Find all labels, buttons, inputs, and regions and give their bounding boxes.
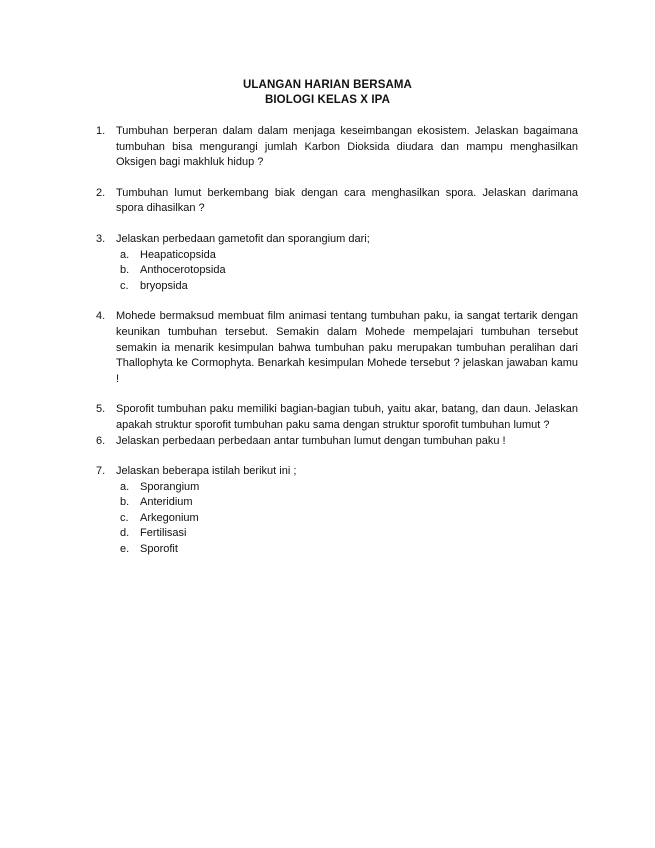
sub-item-text: Anthocerotopsida [140,264,226,277]
question-list [96,124,578,573]
question-5 [96,402,578,433]
sub-item-letter: a. [120,248,130,261]
sub-item [116,248,578,264]
question-7 [96,464,578,558]
sub-item [116,480,578,496]
question-text: Tumbuhan lumut berkembang biak dengan cara menghasilkan spora. Jelaskan darimana spora dihasilkan ? [116,186,578,215]
question-number: 7. [96,465,106,478]
question-number: 2. [96,186,106,199]
sub-item-letter: c. [120,511,129,524]
question-text: Jelaskan beberapa istilah berikut ini ; [116,465,297,478]
sub-item [116,526,578,542]
question-number: 1. [96,125,106,137]
question-text: Tumbuhan berperan dalam dalam menjaga keseimbangan ekosistem. Jelaskan bagaimana tumbuhan bisa mengurangi jumlah Karbon Dioksida diudara dan mampu menghasilkan Oksigen bagi makhluk hidup ? [116,125,578,169]
sub-item [116,511,578,527]
question-number: 6. [96,434,106,447]
question-3 [96,232,578,294]
question-6 [96,434,578,450]
sub-item-letter: c. [120,279,129,292]
sub-item-text: Heapaticopsida [140,248,216,261]
question-1 [96,124,578,171]
sub-item [116,279,578,295]
question-2 [96,186,578,217]
sub-item [116,263,578,279]
sub-item-letter: a. [120,480,130,493]
sub-item-text: bryopsida [140,279,188,292]
sub-item-text: Fertilisasi [140,527,187,540]
question-text: Sporofit tumbuhan paku memiliki bagian-bagian tubuh, yaitu akar, batang, dan daun. Jelaskan apakah struktur sporofit tumbuhan paku sama dengan struktur sporofit tumbuhan lumut ? [116,403,578,431]
question-number: 4. [96,310,106,323]
sub-item-text: Sporangium [140,480,200,493]
document-title: ULANGAN HARIAN BERSAMA [243,79,412,91]
sub-item-letter: d. [120,527,130,540]
sub-item-letter: b. [120,496,130,509]
sub-item-letter: e. [120,543,130,556]
question-number: 3. [96,232,106,245]
document-subtitle: BIOLOGI KELAS X IPA [264,94,390,106]
sub-item [116,495,578,511]
question-text: Jelaskan perbedaan gametofit dan sporangium dari; [116,232,370,245]
sub-item-text: Arkegonium [140,511,199,524]
sub-item-letter: b. [120,264,130,277]
question-text: Jelaskan perbedaan perbedaan antar tumbuhan lumut dengan tumbuhan paku ! [116,434,506,447]
sub-item-text: Sporofit [140,543,178,556]
question-4 [96,309,578,387]
question-number: 5. [96,403,106,416]
document-header [0,78,655,108]
sub-item-text: Anteridium [140,496,193,509]
sub-item [116,542,578,558]
question-text: Mohede bermaksud membuat film animasi tentang tumbuhan paku, ia sangat tertarik dengan keunikan tumbuhan tersebut. Semakin dalam Mohede mempelajari tumbuhan tersebut semakin ia menarik kesimpulan bahwa tumbuhan paku merupakan tumbuhan peralihan dari Thallophyta ke Cormophyta. Benarkah kesimpulan Mohede tersebut ? jelaskan jawaban kamu ! [116,310,578,385]
